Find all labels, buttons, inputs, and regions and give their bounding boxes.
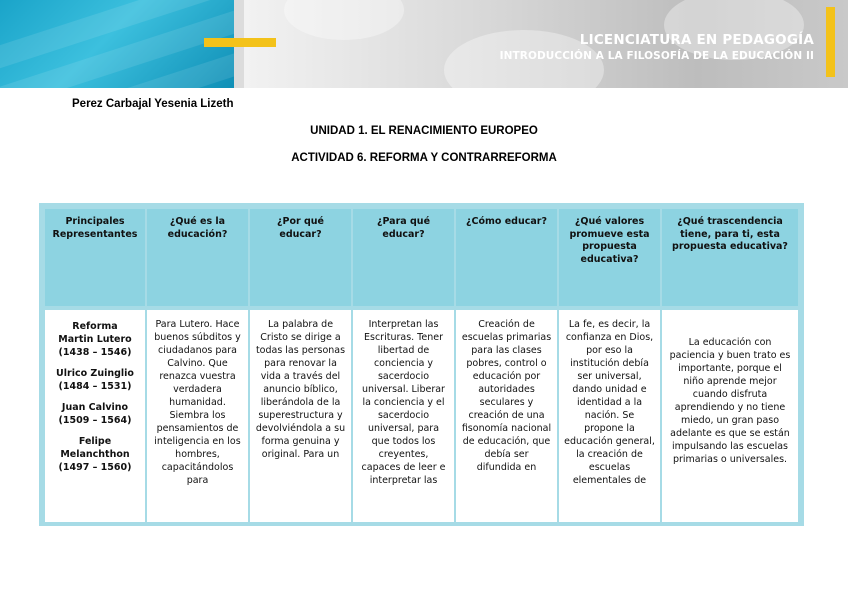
- movement-title: Reforma: [72, 321, 118, 332]
- comparison-table: [39, 203, 804, 526]
- header-cell-values: ¿Qué valores promueve esta propuesta educativa?: [559, 209, 660, 306]
- header-cell-why-educate: ¿Por qué educar?: [250, 209, 351, 306]
- header-cell-how-educate: ¿Cómo educar?: [456, 209, 557, 306]
- banner-teal-panel: [0, 0, 234, 88]
- course-title: INTRODUCCIÓN A LA FILOSOFÍA DE LA EDUCACIÓN II: [499, 50, 814, 62]
- representative-name: Felipe Melanchthon: [60, 436, 130, 460]
- cell-why-educate: La palabra de Cristo se dirige a todas las personas para renovar la vida a través del anuncio bíblico, liberándola de la superestructura y devolviéndola a su forma genuina y original. Para un: [250, 310, 351, 522]
- header-cell-what-is-education: ¿Qué es la educación?: [147, 209, 248, 306]
- representative: [50, 435, 140, 474]
- author-name: Perez Carbajal Yesenia Lizeth: [72, 98, 234, 110]
- representative-years: (1497 – 1560): [58, 462, 132, 473]
- program-title: LICENCIATURA EN PEDAGOGÍA: [579, 32, 814, 48]
- representative-years: (1484 – 1531): [58, 381, 132, 392]
- representative: [50, 367, 140, 393]
- cell-what-is-education: Para Lutero. Hace buenos súbditos y ciudadanos para Calvino. Que renazca vuestra verdadera humanidad. Siembra los pensamientos de inteligencia en los hombres, capacitándolos para: [147, 310, 248, 522]
- yellow-accent-bar: [826, 7, 835, 77]
- yellow-accent-dash: [204, 38, 276, 47]
- header-cell-what-for-educate: ¿Para qué educar?: [353, 209, 454, 306]
- representative: [50, 401, 140, 427]
- header-banner: [0, 0, 848, 88]
- cell-how-educate: Creación de escuelas primarias para las clases pobres, control o educación por autoridades seculares y creación de una fisonomía nacional de educación, que debía ser difundida en: [456, 310, 557, 522]
- cell-what-for-educate: Interpretan las Escrituras. Tener libertad de conciencia y sacerdocio universal. Liberar la conciencia y el sacerdocio universal, para que todos los creyentes, capaces de leer e interpretar las: [353, 310, 454, 522]
- activity-title: ACTIVIDAD 6. REFORMA Y CONTRARREFORMA: [291, 152, 557, 164]
- representative-name: Martin Lutero: [58, 334, 132, 345]
- header-cell-representatives: Principales Representantes: [45, 209, 145, 306]
- representative: [50, 333, 140, 359]
- unit-title: UNIDAD 1. EL RENACIMIENTO EUROPEO: [310, 125, 538, 137]
- cell-transcendence: La educación con paciencia y buen trato es importante, porque el niño aprende mejor cuando disfruta aprendiendo y no tiene miedo, un gran paso adelante es que se están impulsando las escuelas primarias o universales.: [662, 310, 798, 522]
- representative-years: (1509 – 1564): [58, 415, 132, 426]
- header-cell-transcendence: ¿Qué trascendencia tiene, para ti, esta propuesta educativa?: [662, 209, 798, 306]
- representative-years: (1438 – 1546): [58, 347, 132, 358]
- representative-name: Juan Calvino: [61, 402, 129, 413]
- representatives-cell: [45, 310, 145, 522]
- representative-name: Ulrico Zuinglio: [56, 368, 134, 379]
- cell-values: La fe, es decir, la confianza en Dios, por eso la institución debía ser universal, dando unidad e identidad a la nación. Se propone la educación general, la creación de escuelas elementales de: [559, 310, 660, 522]
